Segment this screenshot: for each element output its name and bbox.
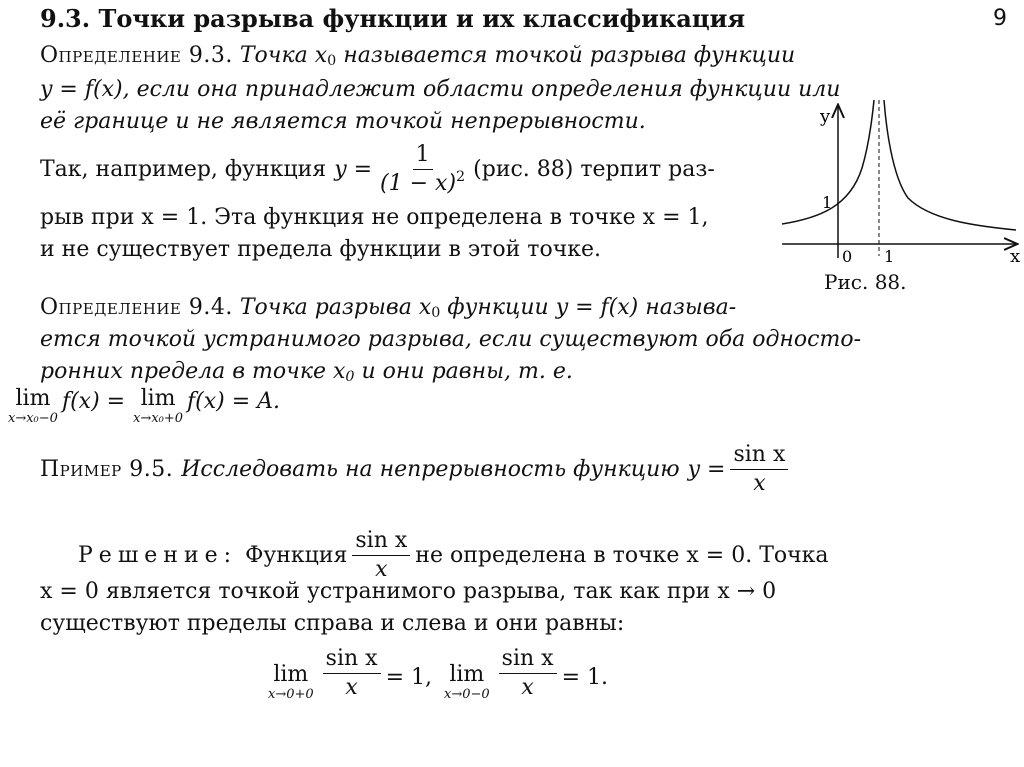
def94-line1: Определение 9.4. Точка разрыва $x_0$ функции y = f(x) называ- xyxy=(40,295,737,321)
x-tick-1: 1 xyxy=(884,247,895,266)
def94-line3: ронних предела в точке $x_0$ и они равны, т. е. xyxy=(40,359,573,385)
def93-line3: её границе и не является точкой непрерывности. xyxy=(40,109,646,134)
example-fraction xyxy=(377,144,468,195)
def93-var: x xyxy=(314,43,328,68)
example95-fraction: $\frac{\text{sin x}}{x}$ xyxy=(730,444,788,495)
section-title: 9.3. Точки разрыва функции и их классификация xyxy=(40,4,746,33)
example95-line: Пример 9.5. Исследовать на непрерывность функцию y = $\frac{\text{sin x}}{x}$ xyxy=(40,444,793,495)
solution-line2: x = 0 является точкой устранимого разрыва, так как при x → 0 xyxy=(40,579,777,604)
def93-text: если она принадлежит области определения функции или xyxy=(136,77,841,102)
limit-operator: lim x→x₀−0 xyxy=(8,386,58,426)
def93-line1 xyxy=(40,42,795,70)
figure-88-graph xyxy=(780,96,1020,296)
example-line2: рыв при x = 1. Эта функция не определена в точке x = 1, xyxy=(40,205,709,230)
def94-label: Определение 9.4. xyxy=(40,295,233,320)
example-text: Так, например, функция xyxy=(40,156,327,182)
example-text: (рис. 88) терпит раз- xyxy=(473,156,715,182)
example-y: y = xyxy=(334,156,373,182)
def94-limit-formula: lim x→x₀−0 f(x) = lim x→x₀+0 f(x) = A. xyxy=(8,386,281,426)
example95-label: Пример 9.5. xyxy=(40,456,174,482)
fraction-numerator: 1 xyxy=(413,144,433,170)
limit-operator: lim x→x₀+0 xyxy=(133,386,184,426)
solution-line1: Решение: Функция $\frac{\text{sin x}}{x}$ не определена в точке x = 0. Точка xyxy=(78,528,829,582)
def94-func: y = f(x) xyxy=(555,295,639,320)
example-line1 xyxy=(40,144,715,195)
figure-caption: Рис. 88. xyxy=(824,270,907,294)
solution-limit-formula: lim x→0+0 $\frac{\text{sin x}}{x}$ = 1, lim x→0−0 $\frac{\text{sin x}}{x}$ = 1. xyxy=(268,646,608,702)
fraction-denominator: $(1 - x)^2$ xyxy=(380,169,466,196)
example95-text: Исследовать на непрерывность функцию xyxy=(181,456,680,482)
y-axis-label: y xyxy=(820,106,831,127)
def94-text: Точка разрыва xyxy=(239,295,412,320)
limit-fraction: $\frac{\text{sin x}}{x}$ xyxy=(323,648,381,699)
origin-label: 0 xyxy=(842,247,853,266)
limit-operator: lim x→0−0 xyxy=(444,662,490,702)
limit-operator: lim x→0+0 xyxy=(268,662,314,702)
def93-text: Точка xyxy=(239,43,308,68)
def93-text: называется точкой разрыва функции xyxy=(343,43,796,68)
y-tick-1: 1 xyxy=(822,193,833,212)
def93-line2 xyxy=(40,76,840,104)
x-axis-label: x xyxy=(1010,246,1020,267)
limit-fraction: $\frac{\text{sin x}}{x}$ xyxy=(499,648,557,699)
solution-fraction: $\frac{\text{sin x}}{x}$ xyxy=(352,530,410,581)
page-number: 9 xyxy=(993,6,1007,31)
curve-right-branch xyxy=(884,100,1016,230)
solution-line3: существуют пределы справа и слева и они равны: xyxy=(40,611,625,636)
solution-label: Решение: xyxy=(78,542,238,568)
example-line3: и не существует предела функции в этой точке. xyxy=(40,237,602,262)
def93-func: y = f(x), xyxy=(40,77,130,102)
def93-var-sub: 0 xyxy=(327,53,337,69)
def93-label: Определение 9.3. xyxy=(40,43,233,68)
def94-line2: ется точкой устранимого разрыва, если существуют оба односто- xyxy=(40,327,862,352)
